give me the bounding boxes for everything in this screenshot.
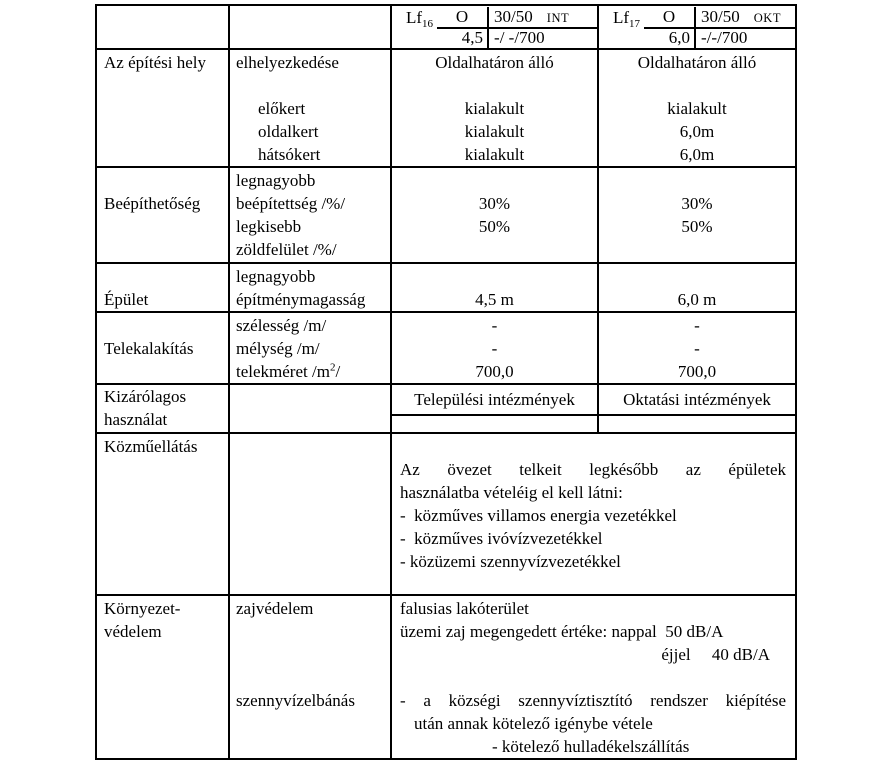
- utilities-bullet-water: - közműves ivóvízvezetékkel: [400, 529, 603, 548]
- zone-b-code: [599, 7, 795, 48]
- coverage-a-built-value: 30%: [478, 194, 511, 213]
- plot-sub-size: [230, 360, 390, 383]
- site-sub-front-garden: előkert: [258, 99, 306, 118]
- zone-b-placement: O: [644, 7, 694, 29]
- zone-a-placement: O: [437, 7, 487, 29]
- site-a-placement-value: Oldalhatáron álló: [435, 53, 554, 72]
- plot-label: Telekalakítás: [104, 339, 194, 358]
- header-empty-cell-1: [96, 5, 229, 49]
- zone-a-lot: -/ -/700: [494, 28, 545, 47]
- coverage-zone-a-cell: [391, 167, 598, 263]
- zone-a-tag: INT: [546, 11, 570, 25]
- zone-b-height: 6,0: [668, 28, 691, 47]
- row-exclusive-use: [96, 384, 796, 433]
- site-b-back-value: 6,0m: [679, 145, 715, 164]
- zone-b-code-cell: [598, 5, 796, 49]
- environment-text-block: [392, 597, 795, 758]
- utilities-empty-cell: [229, 433, 391, 595]
- utilities-text-block: [392, 435, 795, 573]
- site-b-side-value: 6,0m: [679, 122, 715, 141]
- row-utilities: [96, 433, 796, 595]
- blank-line: [400, 435, 786, 458]
- blank-line: [392, 74, 597, 97]
- environment-merged-cell: [391, 595, 796, 759]
- site-sub-cell: [229, 49, 391, 167]
- coverage-sub-green: zöldfelület /%/: [236, 240, 337, 259]
- row-building: [96, 263, 796, 312]
- exclusive-zone-a-cell: [391, 384, 598, 433]
- blank-line: [97, 169, 228, 192]
- environment-sub-sewage: szennyvízelbánás: [236, 691, 355, 710]
- environment-line-sewage2: után annak kötelező igénybe vétele: [414, 714, 653, 733]
- building-a-height-value: 4,5 m: [475, 290, 514, 309]
- zone-a-ratio-line: [489, 7, 597, 29]
- zone-a-fraction-right: [489, 7, 597, 48]
- blank-line: [599, 169, 795, 192]
- site-label-cell: [96, 49, 229, 167]
- zone-a-fraction-left: [437, 7, 489, 48]
- site-a-front-value: kialakult: [464, 99, 525, 118]
- plot-sub-size-pre: telekméret /m: [236, 362, 330, 381]
- plot-b-width-value: -: [694, 316, 700, 335]
- blank-line: [230, 643, 390, 666]
- row-environment: [96, 595, 796, 759]
- exclusive-label-line1: Kizárólagos: [104, 387, 187, 406]
- building-zone-a-cell: [391, 263, 598, 312]
- exclusive-label-line2: használat: [104, 410, 168, 429]
- environment-line-noise-day: üzemi zaj megengedett értéke: nappal 50 dB/A: [400, 622, 724, 641]
- site-label: Az építési hely: [104, 53, 206, 72]
- utilities-label: Közműellátás: [104, 437, 198, 456]
- spacer: [599, 416, 795, 430]
- environment-line-waste: - kötelező hulladékelszállítás: [492, 737, 690, 756]
- zone-a-index: 16: [422, 18, 434, 30]
- header-row: [96, 5, 796, 49]
- zone-a-code: [392, 7, 597, 48]
- utilities-line-intro2: használatba vételéig el kell látni:: [400, 483, 623, 502]
- site-sub-back-garden: hátsókert: [258, 145, 321, 164]
- zone-b-fraction-right: [696, 7, 795, 48]
- plot-sub-depth: mélység /m/: [236, 339, 320, 358]
- building-sub-cell: [229, 263, 391, 312]
- plot-b-depth-value: -: [694, 339, 700, 358]
- environment-sub-cell: [229, 595, 391, 759]
- blank-line: [230, 74, 390, 97]
- utilities-merged-cell: [391, 433, 796, 595]
- coverage-b-built-value: 30%: [681, 194, 713, 213]
- exclusive-label-cell: [96, 384, 229, 433]
- utilities-bullet-electricity: - közműves villamos energia vezetékkel: [400, 506, 677, 525]
- exclusive-b-value: Oktatási intézmények: [599, 385, 795, 416]
- plot-label-cell: [96, 312, 229, 384]
- environment-line-area-type: falusias lakóterület: [400, 599, 529, 618]
- zoning-regulation-table: [95, 4, 797, 760]
- plot-zone-a-cell: [391, 312, 598, 384]
- zone-b-tag: OKT: [753, 11, 781, 25]
- site-b-placement-value: Oldalhatáron álló: [637, 53, 757, 72]
- zone-a-family: [406, 7, 437, 48]
- building-label: Épület: [104, 290, 149, 309]
- spacer: [392, 416, 597, 430]
- blank-line: [599, 74, 795, 97]
- row-coverage: [96, 167, 796, 263]
- site-sub-side-garden: oldalkert: [258, 122, 319, 141]
- coverage-sub-max: legnagyobb: [236, 171, 316, 190]
- plot-sub-size-post: /: [335, 362, 341, 381]
- zone-b-ratio-line: [696, 7, 795, 29]
- zone-b-lot: -/-/700: [701, 28, 748, 47]
- site-a-back-value: kialakult: [464, 145, 525, 164]
- exclusive-empty-cell: [229, 384, 391, 433]
- zone-a-height: 4,5: [461, 28, 484, 47]
- plot-a-size-value: 700,0: [475, 362, 514, 381]
- zone-b-fraction-left: [644, 7, 696, 48]
- coverage-zone-b-cell: [598, 167, 796, 263]
- row-building-site: [96, 49, 796, 167]
- plot-a-width-value: -: [491, 316, 498, 335]
- coverage-label-cell: [96, 167, 229, 263]
- plot-sub-cell: [229, 312, 391, 384]
- zone-b-ratio: 30/50: [701, 7, 740, 26]
- plot-sub-size-sup: 2: [329, 361, 336, 374]
- blank-line: [230, 666, 390, 689]
- zone-b-family: [613, 7, 644, 48]
- exclusive-a-value: Települési intézmények: [392, 385, 597, 416]
- plot-a-depth-value: -: [491, 339, 498, 358]
- utilities-label-cell: [96, 433, 229, 595]
- blank-line: [392, 265, 597, 288]
- utilities-bullet-sewage: - közüzemi szennyvízvezetékkel: [400, 552, 621, 571]
- site-zone-b-cell: [598, 49, 796, 167]
- environment-label-line1: Környezet-: [104, 599, 181, 618]
- coverage-b-green-value: 50%: [681, 217, 713, 236]
- environment-line-sewage1: - a községi szennyvíztisztító rendszer kiépítése: [400, 691, 786, 710]
- site-a-side-value: kialakult: [464, 122, 525, 141]
- blank-line: [400, 666, 786, 689]
- environment-line-noise-night: éjjel 40 dB/A: [661, 645, 770, 664]
- building-b-height-value: 6,0 m: [677, 290, 717, 309]
- zone-b-prefix: Lf: [613, 8, 630, 27]
- header-empty-cell-2: [229, 5, 391, 49]
- zone-a-prefix: Lf: [406, 8, 423, 27]
- building-zone-b-cell: [598, 263, 796, 312]
- environment-sub-noise: zajvédelem: [236, 599, 314, 618]
- coverage-sub-min: legkisebb: [236, 217, 302, 236]
- blank-line: [97, 314, 228, 337]
- plot-zone-b-cell: [598, 312, 796, 384]
- zone-a-code-cell: [391, 5, 598, 49]
- blank-line: [230, 620, 390, 643]
- building-sub-height: építménymagasság: [236, 290, 366, 309]
- blank-line: [392, 169, 597, 192]
- row-plot: [96, 312, 796, 384]
- site-b-front-value: kialakult: [667, 99, 727, 118]
- exclusive-zone-b-cell: [598, 384, 796, 433]
- zone-b-index: 17: [629, 18, 641, 30]
- zone-a-ratio: 30/50: [494, 7, 533, 26]
- environment-label-cell: [96, 595, 229, 759]
- blank-line: [97, 265, 228, 288]
- utilities-line-intro1: Az övezet telkeit legkésőbb az épületek: [400, 460, 786, 479]
- environment-label-line2: védelem: [104, 622, 162, 641]
- plot-b-size-value: 700,0: [677, 362, 717, 381]
- plot-sub-width: szélesség /m/: [236, 316, 327, 335]
- site-zone-a-cell: [391, 49, 598, 167]
- coverage-a-green-value: 50%: [478, 217, 511, 236]
- blank-line: [599, 265, 795, 288]
- scanned-document-page: [0, 4, 893, 768]
- coverage-label: Beépíthetőség: [104, 194, 201, 213]
- building-label-cell: [96, 263, 229, 312]
- coverage-sub-built: beépítettség /%/: [236, 194, 346, 213]
- coverage-sub-cell: [229, 167, 391, 263]
- site-sub-placement: elhelyezkedése: [236, 53, 339, 72]
- building-sub-max: legnagyobb: [236, 267, 316, 286]
